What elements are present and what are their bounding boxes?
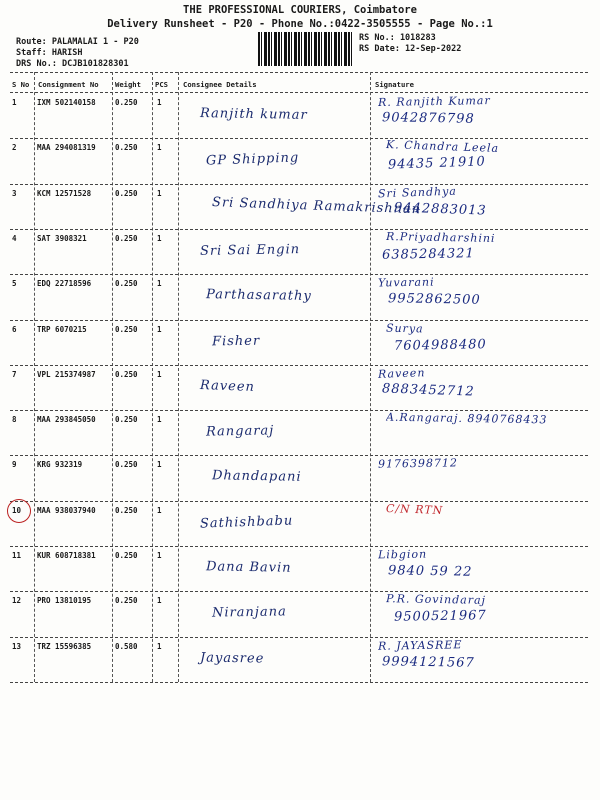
consignee-handwriting: Parthasarathy — [205, 287, 312, 305]
signature-phone: 7604988480 — [393, 336, 487, 354]
signature-handwriting: P.R. Govindaraj — [385, 592, 487, 608]
pcs-cell: 1 — [157, 460, 162, 470]
signature-handwriting: Surya — [385, 321, 424, 335]
row-divider-line — [10, 184, 588, 185]
sno-cell: 6 — [12, 324, 17, 334]
consignment-cell: MAA 938037940 — [37, 505, 96, 515]
consignee-handwriting: Dana Bavin — [205, 559, 292, 576]
row-divider-line — [10, 365, 588, 366]
signature-phone: 9442883013 — [393, 199, 487, 219]
row-divider-line — [10, 320, 588, 321]
consignee-handwriting: Fisher — [211, 333, 261, 349]
consignment-cell: IXM 502140158 — [37, 98, 96, 107]
consignee-handwriting: Dhandapani — [211, 468, 302, 486]
consignee-handwriting: Rangaraj — [205, 423, 275, 440]
rs-no-label: RS No.: 1018283 — [359, 33, 436, 43]
signature-handwriting: A.Rangaraj. 8940768433 — [385, 410, 548, 427]
staff-label: Staff: HARISH — [16, 48, 83, 58]
signature-handwriting: Raveen — [377, 365, 426, 381]
col-header-consignee: Consignee Details — [183, 80, 257, 89]
consignment-cell: SAT 3908321 — [37, 233, 87, 243]
rs-date-label: RS Date: 12-Sep-2022 — [359, 44, 462, 54]
consignee-handwriting: Sri Sai Engin — [199, 242, 301, 259]
row-divider-line — [10, 274, 588, 275]
col-header-consignment: Consignment No — [38, 80, 99, 89]
col-header-sno: S No — [12, 80, 30, 89]
signature-phone: 8883452712 — [381, 381, 475, 400]
sno-cell: 11 — [12, 551, 22, 560]
consignment-cell: PRO 13810195 — [37, 596, 92, 606]
sno-cell: 7 — [12, 369, 17, 379]
signature-handwriting: Libgion — [377, 547, 428, 562]
weight-cell: 0.250 — [115, 415, 138, 425]
signature-handwriting: 9176398712 — [377, 456, 459, 472]
pcs-cell: 1 — [157, 279, 162, 289]
header-top-line — [10, 72, 588, 73]
pcs-cell: 1 — [157, 369, 162, 379]
signature-phone: 6385284321 — [381, 246, 475, 263]
consignment-cell: KRG 932319 — [37, 460, 83, 470]
drs-label: DRS No.: DCJB101828301 — [16, 59, 129, 69]
row-divider-line — [10, 229, 588, 230]
consignee-handwriting: Ranjith kumar — [199, 106, 308, 123]
consignment-cell: VPL 215374987 — [37, 369, 96, 379]
consignee-handwriting: Niranjana — [211, 604, 287, 621]
consignment-cell: TRZ 15596385 — [37, 641, 92, 651]
sno-cell: 1 — [12, 98, 17, 107]
consignment-cell: KCM 12571528 — [37, 188, 92, 198]
pcs-cell: 1 — [157, 143, 162, 153]
signature-handwriting: R.Priyadharshini — [385, 229, 496, 245]
circle-mark — [7, 499, 31, 523]
sno-cell: 3 — [12, 188, 17, 198]
col-header-signature: Signature — [375, 80, 414, 89]
weight-cell: 0.250 — [115, 98, 138, 107]
weight-cell: 0.250 — [115, 551, 138, 560]
sno-cell: 9 — [12, 460, 17, 470]
weight-cell: 0.250 — [115, 279, 138, 289]
consignee-handwriting: Sri Sandhiya Ramakrishnan — [211, 194, 422, 217]
sno-cell: 4 — [12, 233, 17, 243]
signature-phone: 9994121567 — [381, 653, 475, 671]
consignment-cell: MAA 294081319 — [37, 143, 96, 153]
runsheet-title: THE PROFESSIONAL COURIERS, Coimbatore — [183, 4, 417, 16]
sno-cell: 13 — [12, 641, 22, 651]
weight-cell: 0.250 — [115, 596, 138, 606]
header-bottom-line — [10, 92, 588, 93]
row-divider-line — [10, 410, 588, 411]
sno-cell: 2 — [12, 143, 17, 153]
signature-phone: 9840 59 22 — [387, 563, 473, 580]
consignee-handwriting: GP Shipping — [205, 150, 300, 169]
weight-cell: 0.250 — [115, 369, 138, 379]
signature-phone: 9952862500 — [387, 291, 481, 308]
weight-cell: 0.250 — [115, 505, 138, 515]
consignment-cell: MAA 293845050 — [37, 415, 96, 425]
signature-phone: 94435 21910 — [387, 154, 487, 173]
sno-cell: 12 — [12, 596, 22, 606]
signature-phone: 9042876798 — [381, 110, 475, 127]
signature-handwriting: Sri Sandhya — [377, 184, 458, 200]
weight-cell: 0.250 — [115, 460, 138, 470]
sno-cell: 10 — [12, 505, 22, 515]
pcs-cell: 1 — [157, 233, 162, 243]
signature-handwriting: Yuvarani — [377, 275, 435, 290]
pcs-cell: 1 — [157, 324, 162, 334]
col-header-pcs: PCS — [155, 80, 168, 89]
signature-handwriting: R. JAYASREE — [377, 637, 463, 653]
row-divider-line — [10, 138, 588, 139]
pcs-cell: 1 — [157, 415, 162, 425]
sno-cell: 8 — [12, 415, 17, 425]
pcs-cell: 1 — [157, 596, 162, 606]
route-label: Route: PALAMALAI 1 - P20 — [16, 37, 139, 47]
weight-cell: 0.250 — [115, 143, 138, 153]
pcs-cell: 1 — [157, 641, 162, 651]
runsheet-subtitle: Delivery Runsheet - P20 - Phone No.:0422-3505555 - Page No.:1 — [107, 18, 493, 30]
consignment-cell: TRP 6070215 — [37, 324, 87, 334]
pcs-cell: 1 — [157, 98, 162, 107]
signature-phone: 9500521967 — [393, 608, 487, 626]
col-header-weight: Weight — [115, 80, 141, 89]
row-divider-line — [10, 455, 588, 456]
signature-handwriting: C/N RTN — [385, 501, 444, 517]
row-divider-line — [10, 591, 588, 592]
weight-cell: 0.250 — [115, 324, 138, 334]
row-divider-line — [10, 501, 588, 502]
weight-cell: 0.250 — [115, 233, 138, 243]
row-divider-line — [10, 546, 588, 547]
row-divider-line — [10, 637, 588, 638]
consignment-cell: KUR 608718381 — [37, 551, 96, 560]
weight-cell: 0.580 — [115, 641, 138, 651]
pcs-cell: 1 — [157, 551, 162, 560]
table-bottom-line — [10, 682, 588, 683]
consignee-handwriting: Jayasree — [199, 650, 265, 667]
weight-cell: 0.250 — [115, 188, 138, 198]
consignment-cell: EDQ 22718596 — [37, 279, 92, 289]
pcs-cell: 1 — [157, 505, 162, 515]
consignee-handwriting: Raveen — [199, 377, 256, 395]
barcode-image — [258, 32, 354, 66]
sno-cell: 5 — [12, 279, 17, 289]
signature-handwriting: R. Ranjith Kumar — [377, 94, 491, 109]
signature-handwriting: K. Chandra Leela — [385, 138, 500, 156]
consignee-handwriting: Sathishbabu — [199, 513, 294, 532]
pcs-cell: 1 — [157, 188, 162, 198]
